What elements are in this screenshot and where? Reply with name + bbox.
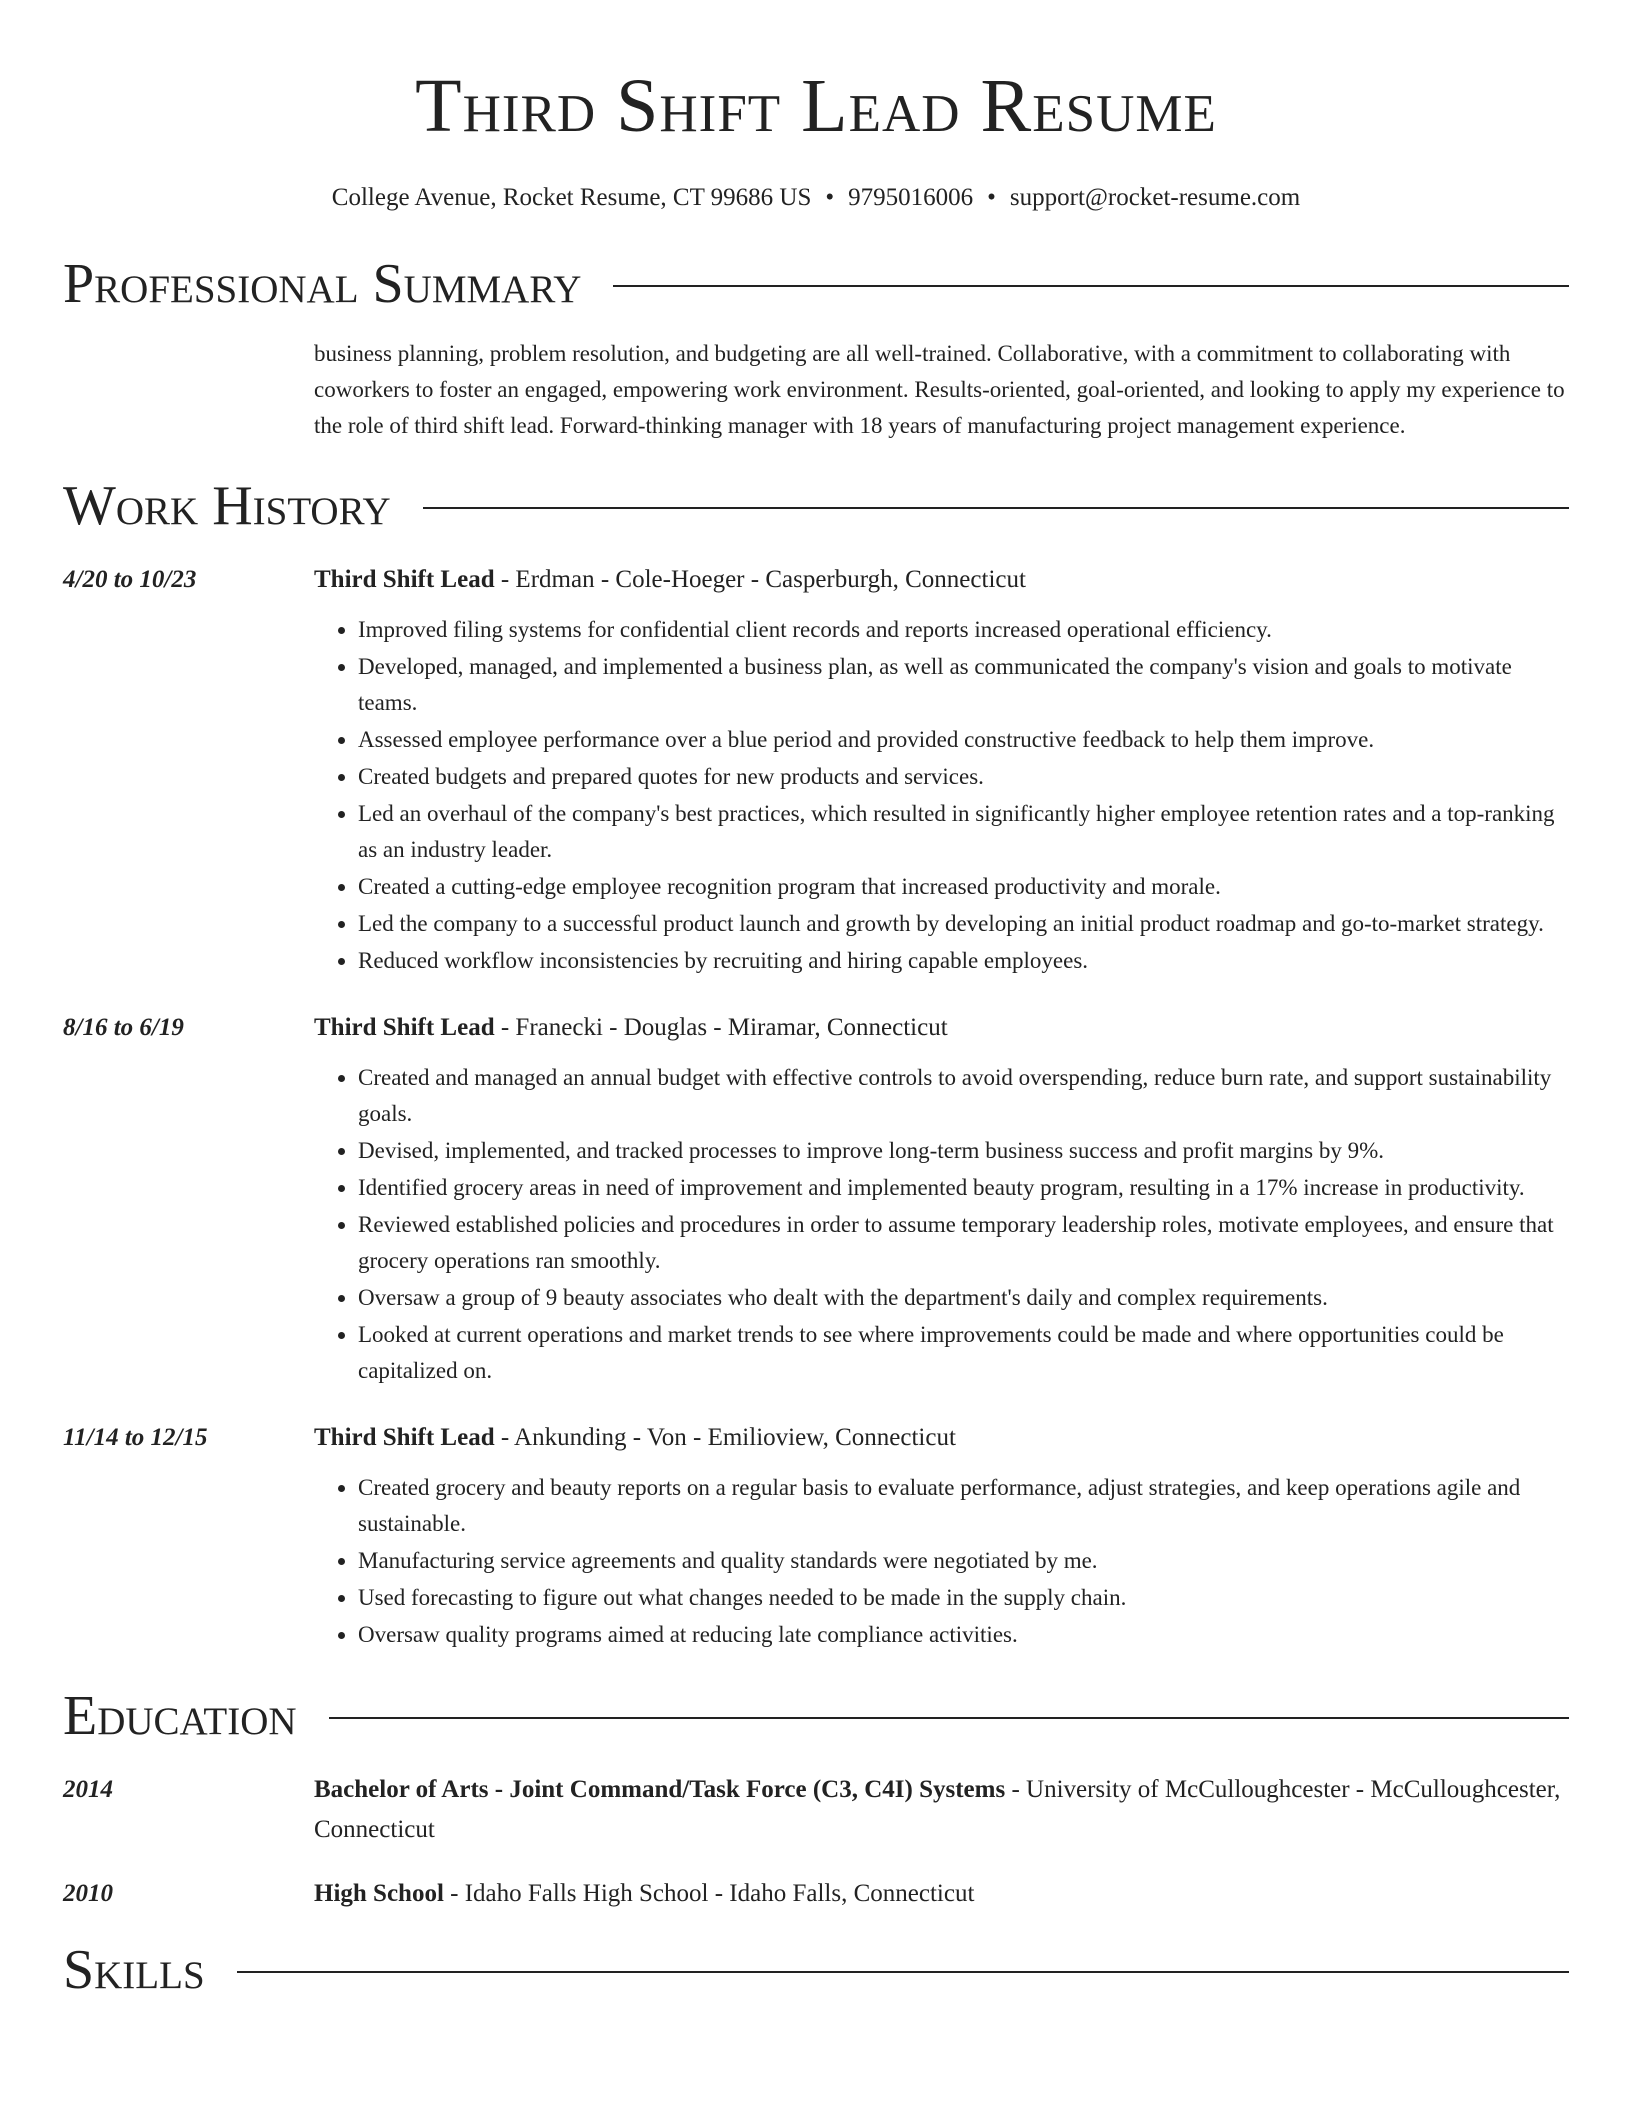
job-bullet: • Looked at current operations and market trends to see where improvements could be made and where opportunities could be capitalized on.	[358, 1317, 1569, 1389]
job-bullet: • Led the company to a successful product launch and growth by developing an initial product roadmap and go-to-market strategy.	[358, 906, 1569, 942]
summary-heading: Professional Summary	[63, 253, 582, 315]
job-bullet-list	[314, 1470, 1569, 1653]
job-bullet: • Created grocery and beauty reports on a regular basis to evaluate performance, adjust strategies, and keep operations agile and sustainable.	[358, 1470, 1569, 1542]
contact-phone: 9795016006	[848, 184, 974, 211]
job-bullet: • Oversaw quality programs aimed at reducing late compliance activities.	[358, 1617, 1569, 1653]
job-bullet: • Led an overhaul of the company's best practices, which resulted in significantly higher employee retention rates and a top-ranking as an industry leader.	[358, 796, 1569, 868]
education-heading-line	[314, 1770, 1569, 1850]
job-entry	[63, 1008, 1569, 1390]
job-details: - Franecki - Douglas - Miramar, Connecticut	[494, 1014, 948, 1041]
job-heading	[314, 1418, 1569, 1458]
job-bullet: • Manufacturing service agreements and quality standards were negotiated by me.	[358, 1543, 1569, 1579]
job-entry	[63, 560, 1569, 980]
work-section-header	[63, 474, 1569, 538]
job-dates: 8/16 to 6/19	[63, 1014, 184, 1041]
job-heading	[314, 560, 1569, 600]
contact-address: College Avenue, Rocket Resume, CT 99686 US	[331, 184, 812, 211]
skills-heading: Skills	[63, 1939, 205, 2001]
job-dates: 11/14 to 12/15	[63, 1424, 208, 1451]
section-divider	[423, 507, 1569, 509]
summary-text: business planning, problem resolution, and budgeting are all well-trained. Collaborative, with a commitment to collaborating with coworkers to foster an engaged, empowering work environment. Results-oriented, goal-oriented, and looking to apply my experience to the role of third shift lead. Forward-thinking manager with 18 years of manufacturing project management experience.	[314, 341, 1565, 438]
job-bullet: • Reviewed established policies and procedures in order to assume temporary leadership roles, motivate employees, and ensure that grocery operations ran smoothly.	[358, 1207, 1569, 1279]
contact-line	[63, 182, 1569, 214]
job-details: - Erdman - Cole-Hoeger - Casperburgh, Connecticut	[494, 566, 1026, 593]
education-heading: Education	[63, 1685, 297, 1747]
work-heading: Work History	[63, 475, 391, 537]
education-details: - University of McCulloughcester - McCulloughcester, Connecticut	[314, 1776, 1561, 1843]
education-details: - Idaho Falls High School - Idaho Falls, Connecticut	[443, 1880, 975, 1907]
education-year: 2014	[63, 1776, 113, 1803]
education-entry	[63, 1874, 1569, 1914]
education-degree: Bachelor of Arts - Joint Command/Task Force (C3, C4I) Systems	[314, 1776, 1006, 1803]
contact-separator: •	[825, 184, 835, 211]
summary-section-header	[63, 252, 1569, 316]
job-bullet: • Created a cutting-edge employee recognition program that increased productivity and morale.	[358, 869, 1569, 905]
job-details: - Ankunding - Von - Emilioview, Connecticut	[494, 1424, 956, 1451]
work-history-list	[63, 560, 1569, 1654]
job-bullet-list	[314, 1060, 1569, 1389]
job-bullet: • Created and managed an annual budget with effective controls to avoid overspending, reduce burn rate, and support sustainability goals.	[358, 1060, 1569, 1132]
job-title: Third Shift Lead	[314, 566, 495, 593]
job-entry	[63, 1418, 1569, 1654]
job-bullet: • Reduced workflow inconsistencies by recruiting and hiring capable employees.	[358, 943, 1569, 979]
contact-separator: •	[987, 184, 996, 211]
resume-title: Third Shift Lead Resume	[415, 64, 1217, 148]
job-bullet-list	[314, 612, 1569, 979]
job-dates: 4/20 to 10/23	[63, 566, 197, 593]
job-bullet: • Oversaw a group of 9 beauty associates who dealt with the department's daily and complex requirements.	[358, 1280, 1569, 1316]
section-divider	[613, 285, 1569, 287]
education-year: 2010	[63, 1880, 113, 1907]
job-bullet: • Assessed employee performance over a blue period and provided constructive feedback to help them improve.	[358, 722, 1569, 758]
job-bullet: • Created budgets and prepared quotes for new products and services.	[358, 759, 1569, 795]
job-bullet: • Devised, implemented, and tracked processes to improve long-term business success and profit margins by 9%.	[358, 1133, 1569, 1169]
skills-section-header	[63, 1938, 1569, 2002]
job-heading	[314, 1008, 1569, 1048]
job-bullet: • Improved filing systems for confidential client records and reports increased operational efficiency.	[358, 612, 1569, 648]
contact-email: support@rocket-resume.com	[1009, 184, 1301, 211]
job-title: Third Shift Lead	[314, 1424, 495, 1451]
education-degree: High School	[314, 1880, 444, 1907]
section-divider	[237, 1971, 1569, 1973]
job-bullet: • Identified grocery areas in need of improvement and implemented beauty program, resulting in a 17% increase in productivity.	[358, 1170, 1569, 1206]
job-title: Third Shift Lead	[314, 1014, 495, 1041]
job-bullet: • Developed, managed, and implemented a business plan, as well as communicated the company's vision and goals to motivate teams.	[358, 649, 1569, 721]
education-entry	[63, 1770, 1569, 1850]
education-section-header	[63, 1684, 1569, 1748]
job-bullet: • Used forecasting to figure out what changes needed to be made in the supply chain.	[358, 1580, 1569, 1616]
section-divider	[329, 1717, 1569, 1719]
education-heading-line	[314, 1874, 1569, 1914]
